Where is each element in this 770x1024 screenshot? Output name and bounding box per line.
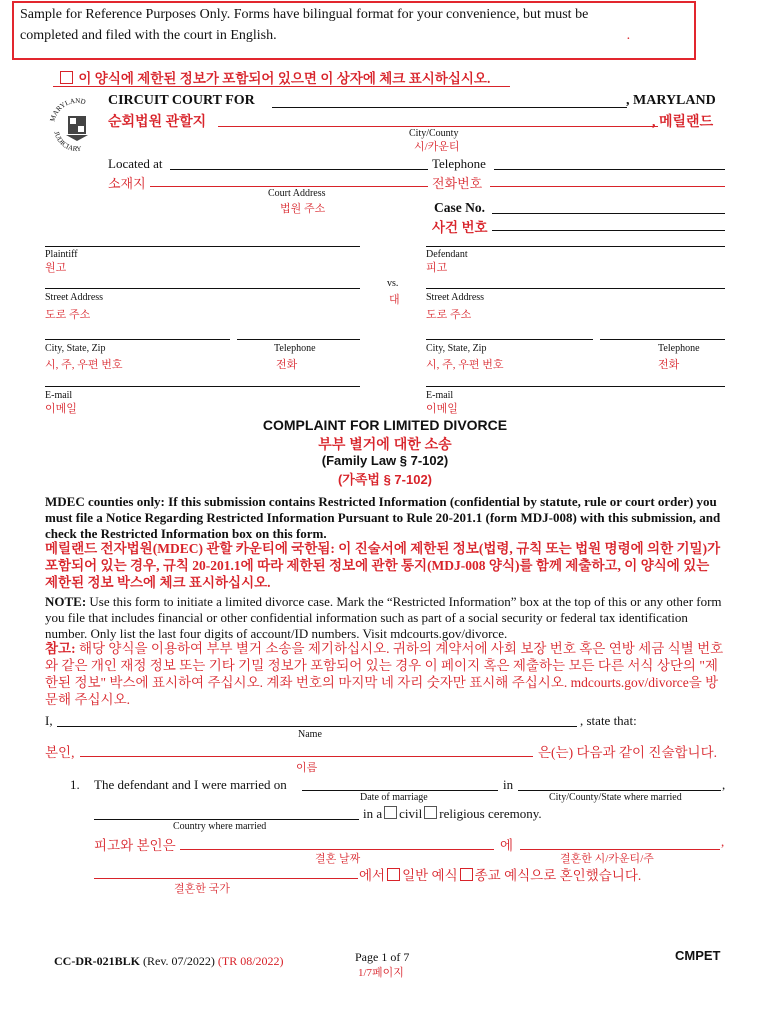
plaintiff-city-label-en: City, State, Zip — [45, 343, 106, 354]
located-at-label-ko: 소재지 — [108, 176, 146, 191]
item-1-text-en: The defendant and I were married on — [94, 777, 287, 792]
defendant-street-label-ko: 도로 주소 — [426, 309, 472, 321]
footer-form-code: CC-DR-021BLK (Rev. 07/2022) (TR 08/2022) — [54, 954, 284, 968]
in-label-en: in — [503, 777, 514, 792]
religious-checkbox[interactable] — [424, 806, 437, 819]
defendant-phone-line[interactable] — [600, 339, 725, 340]
ceremony-row-en: in a civil religious ceremony. — [363, 806, 542, 821]
plaintiff-street-label-en: Street Address — [45, 292, 104, 303]
note-body-en: Use this form to initiate a limited divorce case. Mark the “Restricted Information” box at the top of this or any other form you file that includes financial or other confidential information such as part of a social security or federal tax identification number. Only list the last four digits of account/ID numbers. Visit mdcourts.gov/divorce. — [45, 594, 722, 641]
case-no-line-2[interactable] — [492, 230, 725, 231]
state-that-ko: 은(는) 다음과 같이 진술합니다. — [538, 745, 717, 760]
vs-label-en: vs. — [387, 278, 399, 289]
plaintiff-street-line[interactable] — [45, 288, 360, 289]
case-no-line[interactable] — [492, 213, 725, 214]
notice-line-2: completed and filed with the court in English. . — [20, 28, 631, 43]
city-county-label-en: City/County — [409, 128, 459, 139]
family-law-ko: (가족법 § 7-102) — [337, 472, 433, 487]
restricted-info-label-ko: 이 양식에 제한된 정보가 포함되어 있으면 이 상자에 체크 표시하십시오. — [78, 71, 491, 86]
defendant-city-label-ko: 시, 주, 우편 번호 — [426, 359, 504, 371]
plaintiff-city-line[interactable] — [45, 339, 230, 340]
ceremony-row-ko: 에서 일반 예식 종교 예식으로 혼인했습니다. — [359, 868, 642, 883]
i-label-ko: 본인, — [45, 745, 75, 760]
court-telephone-line[interactable] — [494, 169, 725, 170]
plaintiff-city-label-ko: 시, 주, 우편 번호 — [45, 359, 123, 371]
defendant-phone-label-en: Telephone — [658, 343, 700, 354]
mdec-notice-en: MDEC counties only: If this submission contains Restricted Information (confidential by statute, rule or court order) you must file a Notice Regarding Restricted Information Pursuant to Rule 20-201.1 (form MDJ-008) with this submission, and check the Restricted Information box on this form. — [45, 494, 721, 541]
comma: , — [722, 777, 726, 792]
note-body-ko: 해당 양식을 이용하여 부부 별거 소송을 제기하십시오. 귀하의 계약서에 사회 보장 번호 혹은 연방 세금 식별 번호와 같은 개인 재정 정보 또는 기타 기밀 정보가 포함되어 있는 경우 이 페이지 혹은 제출하는 모든 다른 서식 상단의 "제한된 정보" 박스에 표시하여 주십시오. 계좌 번호의 마지막 네 자리 숫자만 표시해 주십시오. mdcourts.gov/divorce을 방문해 주십시오. — [45, 641, 724, 707]
footer-page-en: Page 1 of 7 — [355, 950, 410, 964]
complaint-title-en: COMPLAINT FOR LIMITED DIVORCE — [262, 417, 508, 433]
notice-line-1: Sample for Reference Purposes Only. Forms have bilingual format for your convenience, but must be — [20, 7, 589, 22]
court-address-label-ko: 법원 주소 — [280, 203, 326, 215]
i-label-en: I, — [45, 713, 53, 728]
plaintiff-email-label-en: E-mail — [45, 390, 73, 401]
located-at-label-en: Located at — [108, 156, 163, 171]
plaintiff-phone-label-ko: 전화 — [276, 359, 298, 371]
court-telephone-label-en: Telephone — [432, 156, 486, 171]
e-label-ko: 에 — [500, 838, 514, 853]
general-ceremony-checkbox[interactable] — [387, 868, 400, 881]
civil-checkbox[interactable] — [384, 806, 397, 819]
note-label-ko: 참고: — [45, 641, 76, 656]
name-label-en: Name — [298, 729, 322, 740]
item-1-number: 1. — [70, 777, 80, 792]
court-address-line[interactable] — [170, 169, 428, 170]
marriage-date-line[interactable] — [302, 790, 498, 791]
vs-label-ko: 대 — [389, 294, 400, 306]
court-state-en: , MARYLAND — [626, 93, 716, 108]
statement-name-line-ko — [80, 756, 533, 757]
family-law-en: (Family Law § 7-102) — [321, 453, 449, 468]
religious-ceremony-checkbox[interactable] — [460, 868, 473, 881]
item-1-text-ko: 피고와 본인은 — [94, 838, 176, 853]
plaintiff-phone-label-en: Telephone — [274, 343, 316, 354]
court-telephone-line-ko — [490, 186, 725, 187]
svg-text:MARYLAND: MARYLAND — [48, 96, 87, 123]
defendant-label-ko: 피고 — [426, 262, 448, 274]
city-county-state-label: City/County/State where married — [549, 792, 682, 803]
plaintiff-name-line[interactable] — [45, 246, 360, 247]
defendant-phone-label-ko: 전화 — [658, 359, 680, 371]
state-that-en: , state that: — [580, 713, 637, 728]
footer-cmpet-code: CMPET — [675, 948, 721, 963]
restricted-info-checkbox[interactable] — [60, 71, 73, 84]
defendant-name-line[interactable] — [426, 246, 725, 247]
plaintiff-phone-line[interactable] — [237, 339, 360, 340]
plaintiff-label-en: Plaintiff — [45, 249, 78, 260]
court-title-ko: 순회법원 관할지 — [108, 115, 207, 130]
plaintiff-street-label-ko: 도로 주소 — [45, 309, 91, 321]
marriage-place-line[interactable] — [518, 790, 721, 791]
comma-ko: , — [721, 834, 725, 849]
maryland-judiciary-seal — [48, 94, 106, 156]
defendant-email-label-ko: 이메일 — [426, 403, 458, 415]
date-label-ko: 결혼 날짜 — [315, 853, 361, 865]
plaintiff-label-ko: 원고 — [45, 262, 67, 274]
case-no-label-ko: 사건 번호 — [432, 220, 488, 235]
defendant-label-en: Defendant — [426, 249, 468, 260]
court-address-line-ko — [150, 186, 428, 187]
court-state-ko: , 메릴랜드 — [652, 115, 714, 130]
court-county-line[interactable] — [272, 107, 627, 108]
note-ko — [45, 640, 725, 708]
city-county-label-ko: 시/카운티 — [414, 141, 460, 153]
country-label-ko: 결혼한 국가 — [174, 883, 230, 895]
svg-text:JUDICIARY: JUDICIARY — [52, 130, 82, 154]
plaintiff-email-label-ko: 이메일 — [45, 403, 77, 415]
defendant-email-line[interactable] — [426, 386, 725, 387]
court-address-label-en: Court Address — [268, 188, 326, 199]
country-line-ko — [94, 878, 358, 879]
defendant-city-line[interactable] — [426, 339, 593, 340]
sample-notice — [12, 1, 696, 60]
court-title-en: CIRCUIT COURT FOR — [108, 93, 255, 108]
court-county-line-ko — [218, 126, 658, 127]
name-label-ko: 이름 — [296, 762, 318, 774]
mdec-notice-ko: 메릴랜드 전자법원(MDEC) 관할 카운티에 국한됨: 이 진술서에 제한된 정보(법령, 규칙 또는 법원 명령에 의한 기밀)가 포함되어 있는 경우, 규칙 20-201.1에 따라 제한된 정보에 관한 통지(MDJ-008 양식)를 함께 제출하고, 이 양식에 있는 제한된 정보 박스에 체크 표시하십시오. — [45, 541, 721, 590]
restricted-underline — [53, 86, 510, 87]
footer-page-ko: 1/7페이지 — [358, 967, 404, 979]
statement-name-line[interactable] — [57, 726, 577, 727]
plaintiff-email-line[interactable] — [45, 386, 360, 387]
date-of-marriage-label: Date of marriage — [360, 792, 428, 803]
note-en — [45, 594, 725, 642]
country-line[interactable] — [94, 819, 359, 820]
place-label-ko: 결혼한 시/카운티/주 — [560, 853, 654, 865]
case-no-label-en: Case No. — [434, 200, 485, 215]
complaint-title-ko: 부부 별거에 대한 소송 — [318, 436, 452, 452]
defendant-email-label-en: E-mail — [426, 390, 454, 401]
note-label-en: NOTE: — [45, 594, 87, 609]
court-telephone-label-ko: 전화번호 — [432, 176, 483, 191]
defendant-street-label-en: Street Address — [426, 292, 485, 303]
country-label-en: Country where married — [173, 821, 267, 832]
defendant-street-line[interactable] — [426, 288, 725, 289]
restricted-info-row — [58, 67, 490, 87]
defendant-city-label-en: City, State, Zip — [426, 343, 487, 354]
